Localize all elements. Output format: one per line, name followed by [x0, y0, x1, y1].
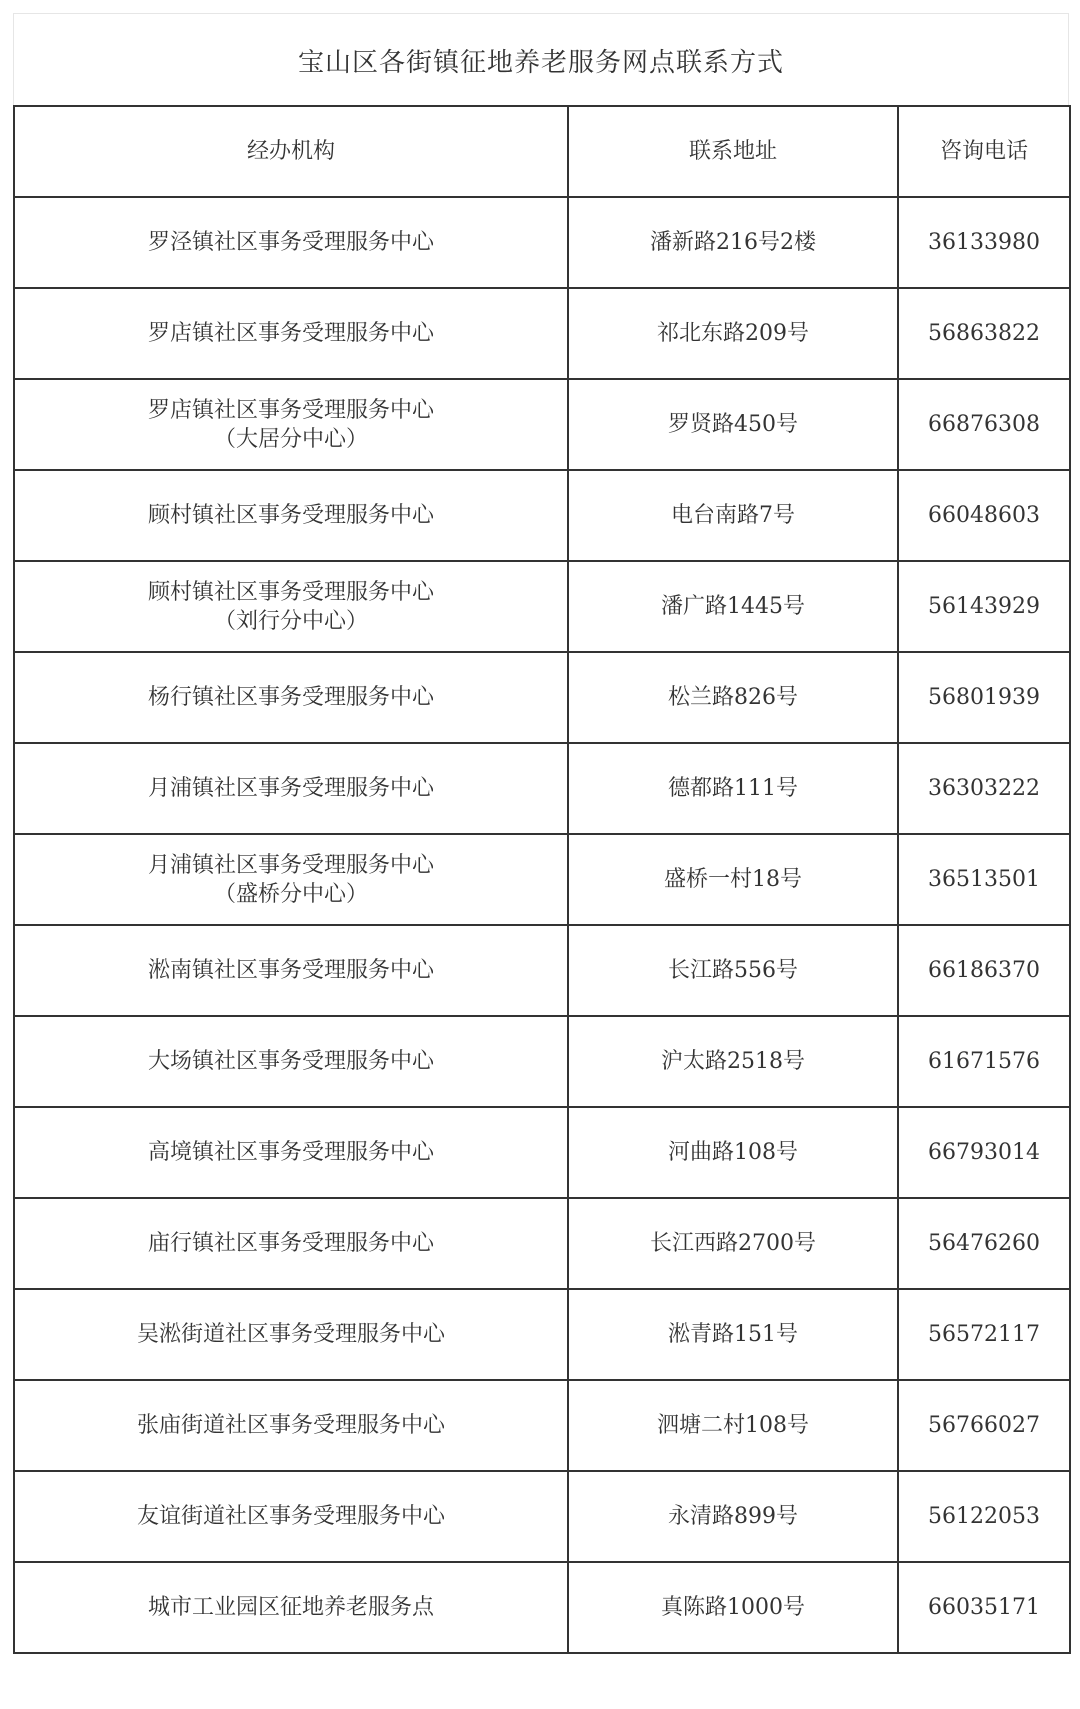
phone-cell: 36303222	[898, 743, 1070, 834]
address-cell: 松兰路826号	[568, 652, 898, 743]
address-cell: 泗塘二村108号	[568, 1380, 898, 1471]
org-cell	[14, 925, 568, 1016]
address-cell: 罗贤路450号	[568, 379, 898, 470]
org-name: 高境镇社区事务受理服务中心	[147, 1140, 434, 1165]
org-cell	[14, 1107, 568, 1198]
org-branch: （盛桥分中心）	[213, 881, 368, 907]
table-row	[14, 1107, 1070, 1198]
org-cell	[14, 743, 568, 834]
phone-cell: 66035171	[898, 1562, 1070, 1653]
phone-cell: 66876308	[898, 379, 1070, 470]
table-row	[14, 925, 1070, 1016]
phone-cell: 56476260	[898, 1198, 1070, 1289]
table-row	[14, 1198, 1070, 1289]
org-name: 友谊街道社区事务受理服务中心	[136, 1504, 445, 1529]
table-row	[14, 1016, 1070, 1107]
address-cell: 长江西路2700号	[568, 1198, 898, 1289]
table-row	[14, 470, 1070, 561]
table-row	[14, 834, 1070, 925]
org-name: 城市工业园区征地养老服务点	[147, 1595, 434, 1620]
address-cell: 长江路556号	[568, 925, 898, 1016]
org-cell	[14, 1380, 568, 1471]
org-cell	[14, 834, 568, 925]
org-cell	[14, 379, 568, 470]
contact-table	[13, 105, 1071, 1654]
org-name: 顾村镇社区事务受理服务中心	[147, 503, 434, 528]
table-row	[14, 561, 1070, 652]
org-cell	[14, 561, 568, 652]
table-row	[14, 743, 1070, 834]
org-cell	[14, 1562, 568, 1653]
org-name: 罗店镇社区事务受理服务中心	[147, 321, 434, 346]
org-name: 月浦镇社区事务受理服务中心	[147, 776, 434, 801]
table-row	[14, 197, 1070, 288]
address-cell: 盛桥一村18号	[568, 834, 898, 925]
table-row	[14, 1289, 1070, 1380]
address-cell: 潘广路1445号	[568, 561, 898, 652]
org-cell	[14, 1289, 568, 1380]
org-cell	[14, 470, 568, 561]
phone-cell: 66186370	[898, 925, 1070, 1016]
org-cell	[14, 1471, 568, 1562]
org-name: 大场镇社区事务受理服务中心	[147, 1049, 434, 1074]
address-cell: 沪太路2518号	[568, 1016, 898, 1107]
address-cell: 潘新路216号2楼	[568, 197, 898, 288]
org-name: 吴淞街道社区事务受理服务中心	[136, 1322, 445, 1347]
org-name: 月浦镇社区事务受理服务中心	[147, 852, 434, 878]
phone-cell: 56143929	[898, 561, 1070, 652]
address-cell: 真陈路1000号	[568, 1562, 898, 1653]
org-cell	[14, 652, 568, 743]
phone-cell: 36513501	[898, 834, 1070, 925]
table-row	[14, 652, 1070, 743]
org-name: 罗泾镇社区事务受理服务中心	[147, 230, 434, 255]
header-org: 经办机构	[14, 106, 568, 197]
address-cell: 河曲路108号	[568, 1107, 898, 1198]
header-address: 联系地址	[568, 106, 898, 197]
table-row	[14, 1471, 1070, 1562]
org-name: 淞南镇社区事务受理服务中心	[147, 958, 434, 983]
org-name: 顾村镇社区事务受理服务中心	[147, 579, 434, 605]
table-row	[14, 379, 1070, 470]
org-branch: （大居分中心）	[213, 426, 368, 452]
org-branch: （刘行分中心）	[213, 608, 368, 634]
table-row	[14, 1380, 1070, 1471]
table-row	[14, 288, 1070, 379]
org-cell	[14, 1016, 568, 1107]
phone-cell: 66048603	[898, 470, 1070, 561]
phone-cell: 36133980	[898, 197, 1070, 288]
phone-cell: 66793014	[898, 1107, 1070, 1198]
phone-cell: 56766027	[898, 1380, 1070, 1471]
address-cell: 淞青路151号	[568, 1289, 898, 1380]
address-cell: 永清路899号	[568, 1471, 898, 1562]
phone-cell: 61671576	[898, 1016, 1070, 1107]
table-header-row	[14, 106, 1070, 197]
header-phone: 咨询电话	[898, 106, 1070, 197]
org-cell	[14, 288, 568, 379]
phone-cell: 56572117	[898, 1289, 1070, 1380]
phone-cell: 56122053	[898, 1471, 1070, 1562]
org-name: 杨行镇社区事务受理服务中心	[147, 685, 434, 710]
phone-cell: 56863822	[898, 288, 1070, 379]
title-box	[13, 13, 1069, 107]
phone-cell: 56801939	[898, 652, 1070, 743]
page-title: 宝山区各街镇征地养老服务网点联系方式	[297, 48, 784, 78]
org-name: 张庙街道社区事务受理服务中心	[136, 1413, 445, 1438]
org-cell	[14, 1198, 568, 1289]
table-row	[14, 1562, 1070, 1653]
address-cell: 电台南路7号	[568, 470, 898, 561]
address-cell: 祁北东路209号	[568, 288, 898, 379]
address-cell: 德都路111号	[568, 743, 898, 834]
org-name: 罗店镇社区事务受理服务中心	[147, 397, 434, 423]
org-cell	[14, 197, 568, 288]
org-name: 庙行镇社区事务受理服务中心	[147, 1231, 434, 1256]
